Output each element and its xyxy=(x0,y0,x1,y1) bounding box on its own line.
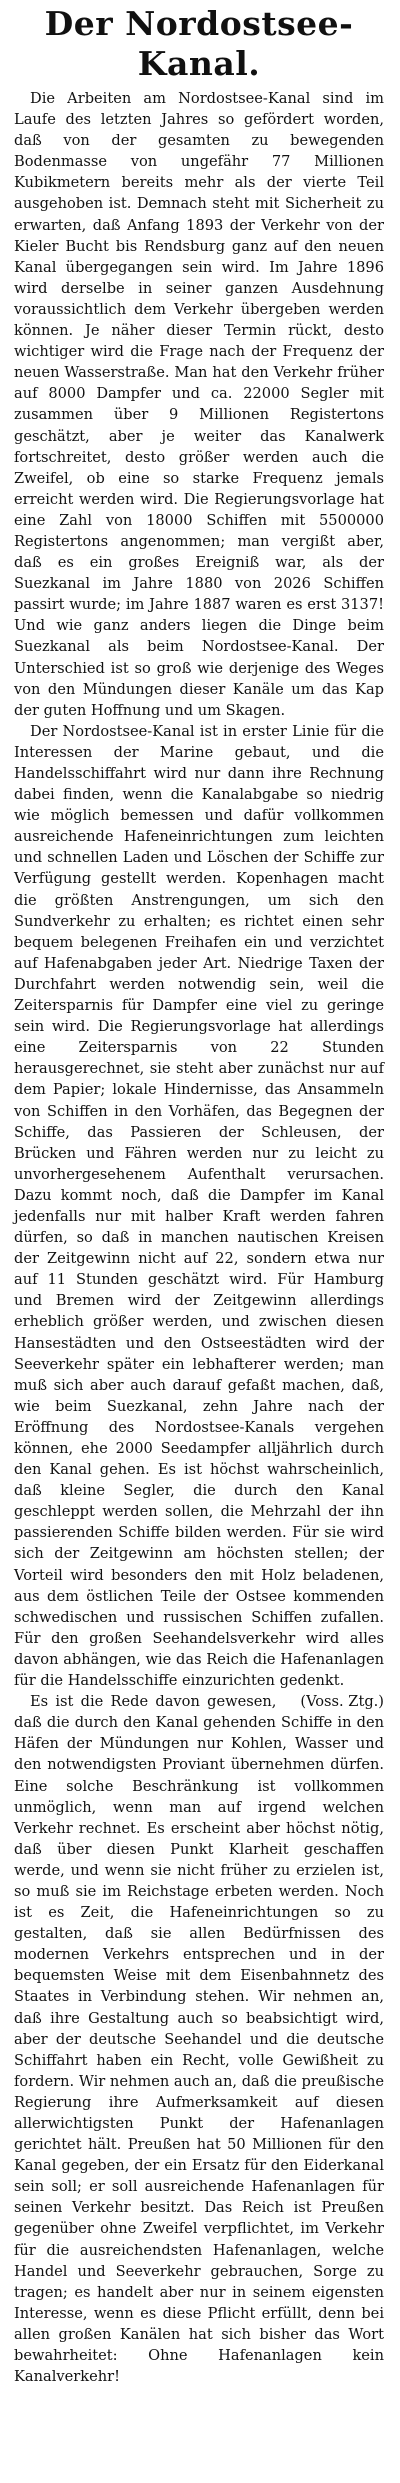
article-paragraph-3-text: Es ist die Rede davon gewesen, daß die durch den Kanal gehenden Schiffe in den Häfen der Mündungen nur Kohlen, Wasser und den notwendigsten Proviant übernehmen dürfen. Eine solche Beschränkung ist vollkommen unmöglich, wenn man auf irgend welchen Verkehr rechnet. Es erscheint aber höchst nötig, daß über diesen Punkt Klarheit geschaffen werde, und wenn sie nicht früher zu erzielen ist, so muß sie im Reichstage erbeten werden. Noch ist es Zeit, die Hafeneinrichtungen so zu gestalten, daß sie allen Bedürfnissen des modernen Verkehrs entsprechen und in der bequemsten Weise mit dem Eisenbahnnetz des Staates in Verbindung stehen. Wir nehmen an, daß ihre Gestaltung auch so beabsichtigt wird, aber der deutsche Seehandel und die deutsche Schiffahrt haben ein Recht, volle Gewißheit zu fordern. Wir nehmen auch an, daß die preußische Regierung ihre Aufmerksamkeit auf diesen allerwichtigsten Punkt der Hafenanlagen gerichtet hält. Preußen hat 50 Millionen für den Kanal gegeben, der ein Ersatz für den Eiderkanal sein soll; er soll ausreichende Hafenanlagen für seinen Verkehr besitzt. Das Reich ist Preußen gegenüber ohne Zweifel verpflichtet, im Verkehr für die ausreichendsten Hafenanlagen, welche Handel und Seeverkehr gebrauchen, Sorge zu tragen; es handelt aber nur in seinem eigensten Interesse, wenn es diese Pflicht erfüllt, denn bei allen großen Kanälen hat sich bisher das Wort bewahrheitet: Ohne Hafenanlagen kein Kanalverkehr! xyxy=(14,1693,384,2386)
article-body xyxy=(14,88,384,2387)
article-paragraph-3 xyxy=(14,1691,384,2387)
source-citation: (Voss. Ztg.) xyxy=(300,1693,384,1711)
article-paragraph-2: Der Nordostsee-Kanal ist in erster Linie für die Interessen der Marine gebaut, und die Handelsschiffahrt wird nur dann ihre Rechnung dabei finden, wenn die Kanalabgabe so niedrig wie möglich bemessen und dafür vollkommen ausreichende Hafeneinrichtungen zum leichten und schnellen Laden und Löschen der Schiffe zur Verfügung gestellt werden. Kopenhagen macht die größten Anstrengungen, um sich den Sundverkehr zu erhalten; es richtet einen sehr bequem belegenen Freihafen ein und verzichtet auf Hafenabgaben jeder Art. Niedrige Taxen der Durchfahrt werden notwendig sein, weil die Zeitersparnis für Dampfer eine viel zu geringe sein wird. Die Regierungsvorlage hat allerdings eine Zeitersparnis von 22 Stunden herausgerechnet, sie steht aber zunächst nur auf dem Papier; lokale Hindernisse, das Ansammeln von Schiffen in den Vorhäfen, das Begegnen der Schiffe, das Passieren der Schleusen, der Brücken und Fähren werden nur zu leicht zu unvorhergesehenem Aufenthalt verursachen. Dazu kommt noch, daß die Dampfer im Kanal jedenfalls nur mit halber Kraft werden fahren dürfen, so daß in manchen nautischen Kreisen der Zeitgewinn nicht auf 22, sondern etwa nur auf 11 Stunden geschätzt wird. Für Hamburg und Bremen wird der Zeitgewinn allerdings erheblich größer werden, und zwischen diesen Hansestädten und den Ostseestädten wird der Seeverkehr später ein lebhafterer werden; man muß sich aber auch darauf gefaßt machen, daß, wie beim Suezkanal, zehn Jahre nach der Eröffnung des Nordostsee-Kanals vergehen können, ehe 2000 Seedampfer alljährlich durch den Kanal gehen. Es ist höchst wahrscheinlich, daß kleine Segler, die durch den Kanal geschleppt werden sollen, die Mehrzahl der ihn passierenden Schiffe bilden werden. Für sie wird sich der Zeitgewinn am höchsten stellen; der Vorteil wird besonders den mit Holz beladenen, aus dem östlichen Teile der Ostsee kommenden schwedischen und russischen Schiffen zufallen. Für den großen Seehandelsverkehr wird alles davon abhängen, wie das Reich die Hafenanlagen für die Handelsschiffe einzurichten gedenkt. xyxy=(14,722,384,1690)
article-paragraph-1: Die Arbeiten am Nordostsee-Kanal sind im Laufe des letzten Jahres so gefördert worden, daß von der gesamten zu bewegenden Bodenmasse von ungefähr 77 Millionen Kubikmetern bereits mehr als der vierte Teil ausgehoben ist. Demnach steht mit Sicherheit zu erwarten, daß Anfang 1893 der Verkehr von der Kieler Bucht bis Rendsburg ganz auf den neuen Kanal übergegangen sein wird. Im Jahre 1896 wird derselbe in seiner ganzen Ausdehnung voraussichtlich dem Verkehr übergeben werden können. Je näher dieser Termin rückt, desto wichtiger wird die Frage nach der Frequenz der neuen Wasserstraße. Man hat den Verkehr früher auf 8000 Dampfer und ca. 22000 Segler mit zusammen über 9 Millionen Registertons geschätzt, aber je weiter das Kanalwerk fortschreitet, desto größer werden auch die Zweifel, ob eine so starke Frequenz jemals erreicht werden wird. Die Regierungsvorlage hat eine Zahl von 18000 Schiffen mit 5500000 Registertons angenommen; man vergißt aber, daß es ein großes Ereigniß war, als der Suezkanal im Jahre 1880 von 2026 Schiffen passirt wurde; im Jahre 1887 waren es erst 3137! Und wie ganz anders liegen die Dinge beim Suezkanal als beim Nordostsee-Kanal. Der Unterschied ist so groß wie derjenige des Weges von den Mündungen dieser Kanäle um das Kap der guten Hoffnung und um Skagen. xyxy=(14,90,384,719)
article-headline: Der Nordostsee-Kanal. xyxy=(44,4,354,83)
